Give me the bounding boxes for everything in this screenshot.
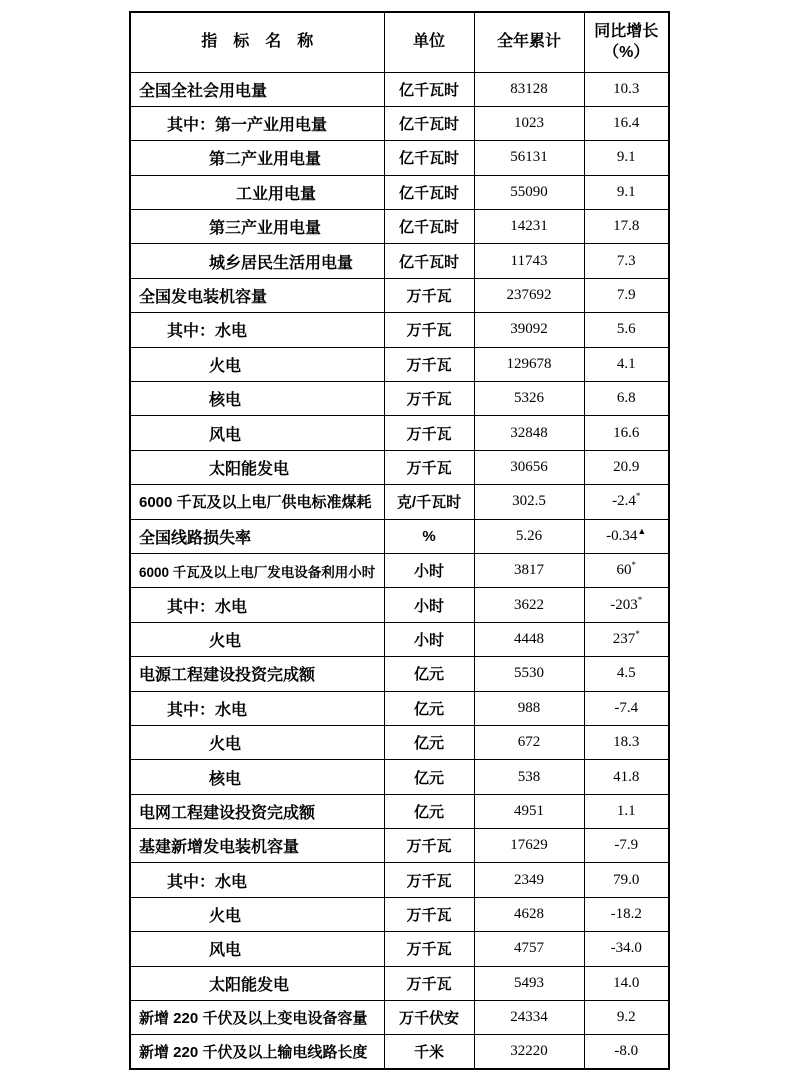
- unit-cell: 亿元: [384, 794, 474, 828]
- indicator-name-cell: 新增 220 千伏及以上变电设备容量: [130, 1001, 384, 1035]
- yoy-growth-cell: 60*: [584, 553, 669, 587]
- unit-cell: 万千伏安: [384, 1001, 474, 1035]
- table-row: [130, 863, 669, 897]
- unit-cell: 万千瓦: [384, 966, 474, 1000]
- table-row: [130, 725, 669, 759]
- unit-cell: 克/千瓦时: [384, 485, 474, 519]
- indicator-name-cell: 火电: [130, 622, 384, 656]
- unit-cell: 亿元: [384, 760, 474, 794]
- table-row: [130, 1001, 669, 1035]
- annual-total-cell: 538: [474, 760, 584, 794]
- indicator-name-cell: 其中：水电: [130, 691, 384, 725]
- header-yoy-growth: [584, 12, 669, 72]
- annual-total-cell: 5326: [474, 382, 584, 416]
- annual-total-cell: 32220: [474, 1035, 584, 1069]
- indicator-name-cell: 第三产业用电量: [130, 210, 384, 244]
- footnote-marker: ▲: [637, 525, 647, 536]
- indicator-name-cell: 其中：水电: [130, 863, 384, 897]
- statistics-table: [129, 11, 670, 1070]
- yoy-growth-cell: -8.0: [584, 1035, 669, 1069]
- unit-cell: 亿元: [384, 725, 474, 759]
- yoy-growth-cell: 7.3: [584, 244, 669, 278]
- yoy-growth-cell: 1.1: [584, 794, 669, 828]
- unit-cell: 万千瓦: [384, 863, 474, 897]
- annual-total-cell: 55090: [474, 175, 584, 209]
- yoy-growth-cell: 4.5: [584, 657, 669, 691]
- header-indicator-name: [130, 12, 384, 72]
- yoy-growth-cell: 237*: [584, 622, 669, 656]
- annual-total-cell: 988: [474, 691, 584, 725]
- unit-cell: 万千瓦: [384, 897, 474, 931]
- table-row: [130, 313, 669, 347]
- indicator-name-cell: 火电: [130, 897, 384, 931]
- yoy-growth-cell: 5.6: [584, 313, 669, 347]
- unit-cell: 亿元: [384, 691, 474, 725]
- indicator-name-cell: 新增 220 千伏及以上输电线路长度: [130, 1035, 384, 1069]
- indicator-name-cell: 工业用电量: [130, 175, 384, 209]
- yoy-growth-cell: 9.1: [584, 141, 669, 175]
- annual-total-cell: 4448: [474, 622, 584, 656]
- table-row: [130, 829, 669, 863]
- unit-cell: 万千瓦: [384, 829, 474, 863]
- yoy-growth-cell: -34.0: [584, 932, 669, 966]
- unit-cell: 千米: [384, 1035, 474, 1069]
- table-row: [130, 794, 669, 828]
- annual-total-cell: 237692: [474, 278, 584, 312]
- header-yoy-growth-line1: 同比增长: [594, 22, 659, 40]
- annual-total-cell: 2349: [474, 863, 584, 897]
- yoy-growth-cell: 7.9: [584, 278, 669, 312]
- yoy-growth-cell: 4.1: [584, 347, 669, 381]
- annual-total-cell: 39092: [474, 313, 584, 347]
- table-row: [130, 966, 669, 1000]
- indicator-name-cell: 火电: [130, 347, 384, 381]
- table-row: [130, 897, 669, 931]
- yoy-growth-cell: -18.2: [584, 897, 669, 931]
- table-row: [130, 141, 669, 175]
- yoy-growth-cell: 14.0: [584, 966, 669, 1000]
- annual-total-cell: 5530: [474, 657, 584, 691]
- header-unit-label: 单位: [412, 33, 445, 51]
- yoy-growth-cell: 16.4: [584, 106, 669, 140]
- annual-total-cell: 83128: [474, 72, 584, 106]
- annual-total-cell: 4951: [474, 794, 584, 828]
- table-row: [130, 519, 669, 553]
- unit-cell: 亿千瓦时: [384, 210, 474, 244]
- annual-total-cell: 5.26: [474, 519, 584, 553]
- table-row: [130, 347, 669, 381]
- header-row: [130, 12, 669, 72]
- table-row: [130, 553, 669, 587]
- table-row: [130, 72, 669, 106]
- indicator-name-cell: 风电: [130, 416, 384, 450]
- table-row: [130, 691, 669, 725]
- annual-total-cell: 14231: [474, 210, 584, 244]
- annual-total-cell: 11743: [474, 244, 584, 278]
- indicator-name-cell: 其中：水电: [130, 588, 384, 622]
- unit-cell: %: [384, 519, 474, 553]
- table-row: [130, 657, 669, 691]
- table-row: [130, 450, 669, 484]
- annual-total-cell: 32848: [474, 416, 584, 450]
- indicator-name-cell: 其中：水电: [130, 313, 384, 347]
- yoy-growth-cell: 79.0: [584, 863, 669, 897]
- table-row: [130, 175, 669, 209]
- indicator-name-cell: 电网工程建设投资完成额: [130, 794, 384, 828]
- yoy-growth-cell: 16.6: [584, 416, 669, 450]
- unit-cell: 万千瓦: [384, 347, 474, 381]
- annual-total-cell: 24334: [474, 1001, 584, 1035]
- yoy-growth-cell: -0.34▲: [584, 519, 669, 553]
- annual-total-cell: 129678: [474, 347, 584, 381]
- table-row: [130, 416, 669, 450]
- header-unit: [384, 12, 474, 72]
- yoy-growth-cell: -203*: [584, 588, 669, 622]
- table-row: [130, 210, 669, 244]
- unit-cell: 亿千瓦时: [384, 141, 474, 175]
- yoy-growth-cell: 9.1: [584, 175, 669, 209]
- yoy-growth-cell: -7.4: [584, 691, 669, 725]
- indicator-name-cell: 基建新增发电装机容量: [130, 829, 384, 863]
- yoy-growth-cell: 41.8: [584, 760, 669, 794]
- footnote-marker: *: [637, 594, 643, 605]
- table-row: [130, 244, 669, 278]
- indicator-name-cell: 全国线路损失率: [130, 519, 384, 553]
- unit-cell: 小时: [384, 553, 474, 587]
- annual-total-cell: 56131: [474, 141, 584, 175]
- indicator-name-cell: 其中：第一产业用电量: [130, 106, 384, 140]
- indicator-name-cell: 6000 千瓦及以上电厂供电标准煤耗: [130, 485, 384, 519]
- indicator-name-cell: 风电: [130, 932, 384, 966]
- footnote-marker: *: [631, 560, 636, 571]
- yoy-growth-cell: 20.9: [584, 450, 669, 484]
- unit-cell: 亿千瓦时: [384, 106, 474, 140]
- unit-cell: 亿元: [384, 657, 474, 691]
- table-row: [130, 278, 669, 312]
- yoy-growth-cell: -2.4*: [584, 485, 669, 519]
- yoy-growth-cell: 6.8: [584, 382, 669, 416]
- table-row: [130, 588, 669, 622]
- table-body: [130, 72, 669, 1069]
- indicator-name-cell: 电源工程建设投资完成额: [130, 657, 384, 691]
- annual-total-cell: 3622: [474, 588, 584, 622]
- unit-cell: 小时: [384, 588, 474, 622]
- footnote-marker: *: [635, 491, 641, 502]
- indicator-name-cell: 全国发电装机容量: [130, 278, 384, 312]
- indicator-name-cell: 火电: [130, 725, 384, 759]
- indicator-name-cell: 城乡居民生活用电量: [130, 244, 384, 278]
- indicator-name-cell: 6000 千瓦及以上电厂发电设备利用小时: [130, 553, 384, 587]
- annual-total-cell: 17629: [474, 829, 584, 863]
- annual-total-cell: 3817: [474, 553, 584, 587]
- unit-cell: 亿千瓦时: [384, 72, 474, 106]
- annual-total-cell: 5493: [474, 966, 584, 1000]
- yoy-growth-cell: 17.8: [584, 210, 669, 244]
- unit-cell: 万千瓦: [384, 382, 474, 416]
- indicator-name-cell: 核电: [130, 760, 384, 794]
- annual-total-cell: 4757: [474, 932, 584, 966]
- annual-total-cell: 672: [474, 725, 584, 759]
- table-row: [130, 382, 669, 416]
- unit-cell: 亿千瓦时: [384, 175, 474, 209]
- table-row: [130, 622, 669, 656]
- footnote-marker: *: [635, 628, 640, 639]
- table-row: [130, 1035, 669, 1069]
- yoy-growth-cell: -7.9: [584, 829, 669, 863]
- unit-cell: 小时: [384, 622, 474, 656]
- annual-total-cell: 4628: [474, 897, 584, 931]
- header-indicator-label: 指 标 名 称: [201, 33, 314, 51]
- table-row: [130, 485, 669, 519]
- table-row: [130, 932, 669, 966]
- yoy-growth-cell: 10.3: [584, 72, 669, 106]
- table-row: [130, 760, 669, 794]
- annual-total-cell: 302.5: [474, 485, 584, 519]
- unit-cell: 万千瓦: [384, 313, 474, 347]
- header-yoy-growth-line2: （%）: [603, 44, 650, 62]
- indicator-name-cell: 太阳能发电: [130, 450, 384, 484]
- unit-cell: 万千瓦: [384, 416, 474, 450]
- indicator-name-cell: 核电: [130, 382, 384, 416]
- unit-cell: 万千瓦: [384, 450, 474, 484]
- unit-cell: 亿千瓦时: [384, 244, 474, 278]
- unit-cell: 万千瓦: [384, 278, 474, 312]
- unit-cell: 万千瓦: [384, 932, 474, 966]
- indicator-name-cell: 太阳能发电: [130, 966, 384, 1000]
- table-row: [130, 106, 669, 140]
- indicator-name-cell: 第二产业用电量: [130, 141, 384, 175]
- header-annual-total-label: 全年累计: [496, 33, 561, 51]
- indicator-name-cell: 全国全社会用电量: [130, 72, 384, 106]
- annual-total-cell: 1023: [474, 106, 584, 140]
- header-annual-total: [474, 12, 584, 72]
- yoy-growth-cell: 18.3: [584, 725, 669, 759]
- yoy-growth-cell: 9.2: [584, 1001, 669, 1035]
- annual-total-cell: 30656: [474, 450, 584, 484]
